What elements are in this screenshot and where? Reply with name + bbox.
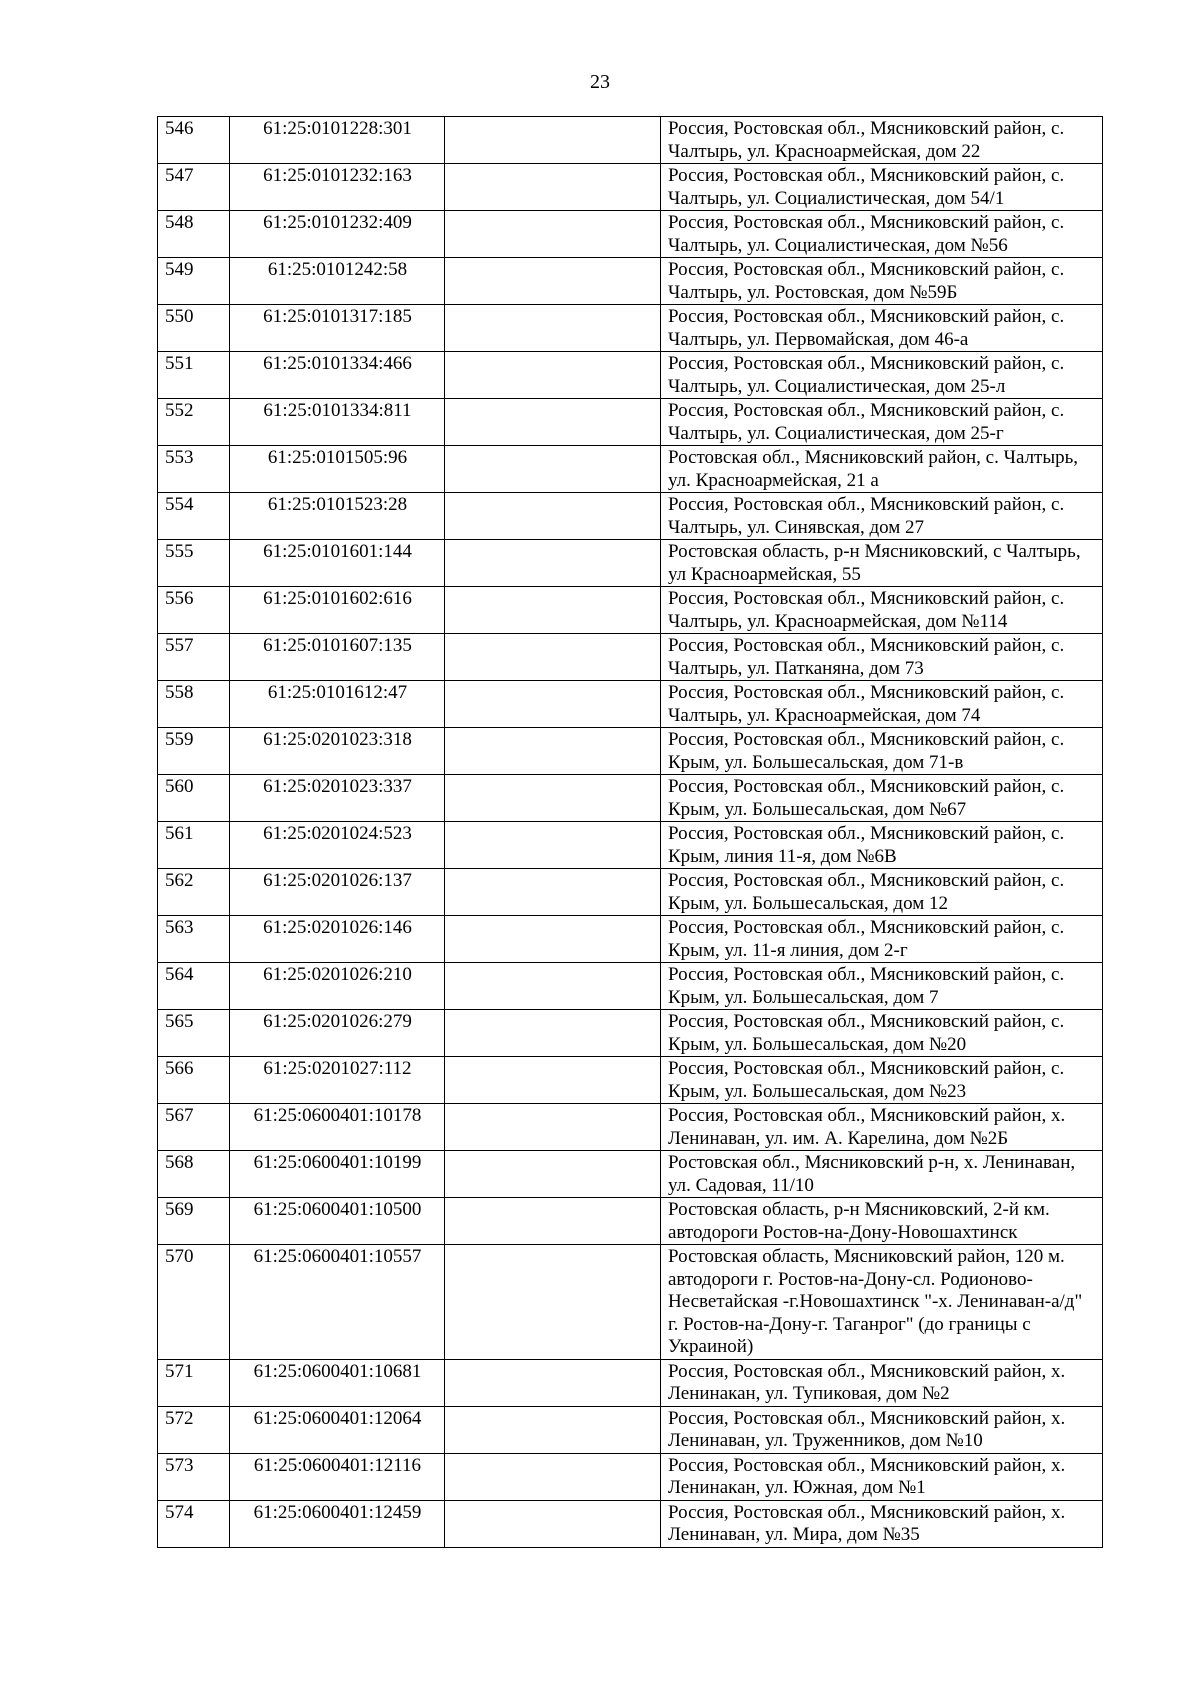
empty-cell	[445, 1151, 661, 1198]
cadastral-number-cell: 61:25:0101228:301	[230, 117, 445, 164]
empty-cell	[445, 117, 661, 164]
row-number-cell: 573	[158, 1453, 230, 1500]
table-row	[158, 869, 1103, 916]
row-number-cell: 569	[158, 1198, 230, 1245]
table-row	[158, 352, 1103, 399]
empty-cell	[445, 352, 661, 399]
empty-cell	[445, 211, 661, 258]
address-cell: Россия, Ростовская обл., Мясниковский район, х. Ленинакан, ул. Южная, дом №1	[661, 1453, 1103, 1500]
row-number-cell: 547	[158, 164, 230, 211]
cadastral-number-cell: 61:25:0600401:12459	[230, 1500, 445, 1547]
empty-cell	[445, 164, 661, 211]
row-number-cell: 555	[158, 540, 230, 587]
empty-cell	[445, 869, 661, 916]
table-row	[158, 775, 1103, 822]
cadastral-number-cell: 61:25:0600401:12116	[230, 1453, 445, 1500]
address-cell: Ростовская область, Мясниковский район, 120 м. автодороги г. Ростов-на-Дону-сл. Родионово-Несветайская -г.Новошахтинск "-х. Ленинаван-а/д" г. Ростов-на-Дону-г. Таганрог" (до границы с Украиной)	[661, 1245, 1103, 1360]
address-cell: Россия, Ростовская обл., Мясниковский район, с. Чалтырь, ул. Социалистическая, дом 25-л	[661, 352, 1103, 399]
address-cell: Россия, Ростовская обл., Мясниковский район, с. Крым, линия 11-я, дом №6В	[661, 822, 1103, 869]
address-cell: Россия, Ростовская обл., Мясниковский район, с. Чалтырь, ул. Красноармейская, дом 22	[661, 117, 1103, 164]
address-cell: Россия, Ростовская обл., Мясниковский район, х. Ленинаван, ул. Мира, дом №35	[661, 1500, 1103, 1547]
table-row	[158, 211, 1103, 258]
table-row	[158, 1245, 1103, 1360]
empty-cell	[445, 399, 661, 446]
row-number-cell: 566	[158, 1057, 230, 1104]
row-number-cell: 554	[158, 493, 230, 540]
row-number-cell: 558	[158, 681, 230, 728]
row-number-cell: 551	[158, 352, 230, 399]
cadastral-number-cell: 61:25:0101602:616	[230, 587, 445, 634]
table-row	[158, 1359, 1103, 1406]
table-row	[158, 634, 1103, 681]
row-number-cell: 560	[158, 775, 230, 822]
cadastral-number-cell: 61:25:0101523:28	[230, 493, 445, 540]
address-cell: Россия, Ростовская обл., Мясниковский район, с. Чалтырь, ул. Красноармейская, дом №114	[661, 587, 1103, 634]
cadastral-number-cell: 61:25:0600401:10199	[230, 1151, 445, 1198]
row-number-cell: 570	[158, 1245, 230, 1360]
cadastral-number-cell: 61:25:0101334:811	[230, 399, 445, 446]
table-row	[158, 493, 1103, 540]
table-row	[158, 1010, 1103, 1057]
table-row	[158, 1406, 1103, 1453]
table-row	[158, 258, 1103, 305]
address-cell: Россия, Ростовская обл., Мясниковский район, с. Чалтырь, ул. Социалистическая, дом 25-г	[661, 399, 1103, 446]
address-cell: Россия, Ростовская обл., Мясниковский район, с. Чалтырь, ул. Синявская, дом 27	[661, 493, 1103, 540]
address-cell: Ростовская область, р-н Мясниковский, с Чалтырь, ул Красноармейская, 55	[661, 540, 1103, 587]
row-number-cell: 564	[158, 963, 230, 1010]
table-row	[158, 1453, 1103, 1500]
empty-cell	[445, 446, 661, 493]
address-cell: Россия, Ростовская обл., Мясниковский район, с. Крым, ул. Большесальская, дом №23	[661, 1057, 1103, 1104]
row-number-cell: 549	[158, 258, 230, 305]
row-number-cell: 556	[158, 587, 230, 634]
table-row	[158, 1198, 1103, 1245]
row-number-cell: 568	[158, 1151, 230, 1198]
registry-table	[157, 116, 1103, 1548]
cadastral-number-cell: 61:25:0201026:279	[230, 1010, 445, 1057]
table-row	[158, 681, 1103, 728]
table-row	[158, 540, 1103, 587]
row-number-cell: 561	[158, 822, 230, 869]
empty-cell	[445, 775, 661, 822]
address-cell: Россия, Ростовская обл., Мясниковский район, с. Чалтырь, ул. Первомайская, дом 46-а	[661, 305, 1103, 352]
table-row	[158, 164, 1103, 211]
address-cell: Ростовская обл., Мясниковский район, с. Чалтырь, ул. Красноармейская, 21 а	[661, 446, 1103, 493]
cadastral-number-cell: 61:25:0101242:58	[230, 258, 445, 305]
address-cell: Россия, Ростовская обл., Мясниковский район, с. Чалтырь, ул. Ростовская, дом №59Б	[661, 258, 1103, 305]
row-number-cell: 563	[158, 916, 230, 963]
table-row	[158, 117, 1103, 164]
row-number-cell: 572	[158, 1406, 230, 1453]
address-cell: Россия, Ростовская обл., Мясниковский район, с. Крым, ул. Большесальская, дом №20	[661, 1010, 1103, 1057]
address-cell: Россия, Ростовская обл., Мясниковский район, с. Крым, ул. Большесальская, дом 71-в	[661, 728, 1103, 775]
address-cell: Россия, Ростовская обл., Мясниковский район, с. Чалтырь, ул. Социалистическая, дом №56	[661, 211, 1103, 258]
empty-cell	[445, 634, 661, 681]
empty-cell	[445, 916, 661, 963]
table-row	[158, 1151, 1103, 1198]
cadastral-number-cell: 61:25:0101232:163	[230, 164, 445, 211]
empty-cell	[445, 728, 661, 775]
empty-cell	[445, 540, 661, 587]
row-number-cell: 552	[158, 399, 230, 446]
table-row	[158, 822, 1103, 869]
cadastral-number-cell: 61:25:0201026:137	[230, 869, 445, 916]
address-cell: Ростовская область, р-н Мясниковский, 2-й км. автодороги Ростов-на-Дону-Новошахтинск	[661, 1198, 1103, 1245]
cadastral-number-cell: 61:25:0101232:409	[230, 211, 445, 258]
registry-table-body	[158, 117, 1103, 1548]
table-row	[158, 446, 1103, 493]
empty-cell	[445, 1245, 661, 1360]
table-row	[158, 963, 1103, 1010]
empty-cell	[445, 258, 661, 305]
table-row	[158, 587, 1103, 634]
cadastral-number-cell: 61:25:0201026:146	[230, 916, 445, 963]
empty-cell	[445, 1010, 661, 1057]
table-row	[158, 305, 1103, 352]
empty-cell	[445, 1500, 661, 1547]
table-row	[158, 1057, 1103, 1104]
table-row	[158, 728, 1103, 775]
address-cell: Ростовская обл., Мясниковский р-н, х. Ленинаван, ул. Садовая, 11/10	[661, 1151, 1103, 1198]
address-cell: Россия, Ростовская обл., Мясниковский район, с. Крым, ул. Большесальская, дом 7	[661, 963, 1103, 1010]
empty-cell	[445, 1198, 661, 1245]
table-row	[158, 1104, 1103, 1151]
row-number-cell: 546	[158, 117, 230, 164]
page-number: 23	[590, 71, 610, 93]
row-number-cell: 574	[158, 1500, 230, 1547]
empty-cell	[445, 1359, 661, 1406]
row-number-cell: 571	[158, 1359, 230, 1406]
row-number-cell: 550	[158, 305, 230, 352]
empty-cell	[445, 822, 661, 869]
empty-cell	[445, 681, 661, 728]
empty-cell	[445, 493, 661, 540]
row-number-cell: 567	[158, 1104, 230, 1151]
cadastral-number-cell: 61:25:0101334:466	[230, 352, 445, 399]
row-number-cell: 559	[158, 728, 230, 775]
cadastral-number-cell: 61:25:0101505:96	[230, 446, 445, 493]
empty-cell	[445, 587, 661, 634]
cadastral-number-cell: 61:25:0101601:144	[230, 540, 445, 587]
cadastral-number-cell: 61:25:0600401:10557	[230, 1245, 445, 1360]
cadastral-number-cell: 61:25:0201026:210	[230, 963, 445, 1010]
table-row	[158, 1500, 1103, 1547]
empty-cell	[445, 1057, 661, 1104]
cadastral-number-cell: 61:25:0101317:185	[230, 305, 445, 352]
row-number-cell: 562	[158, 869, 230, 916]
address-cell: Россия, Ростовская обл., Мясниковский район, с. Крым, ул. Большесальская, дом №67	[661, 775, 1103, 822]
row-number-cell: 553	[158, 446, 230, 493]
empty-cell	[445, 963, 661, 1010]
table-row	[158, 399, 1103, 446]
address-cell: Россия, Ростовская обл., Мясниковский район, с. Чалтырь, ул. Патканяна, дом 73	[661, 634, 1103, 681]
address-cell: Россия, Ростовская обл., Мясниковский район, х. Ленинаван, ул. им. А. Карелина, дом №2Б	[661, 1104, 1103, 1151]
address-cell: Россия, Ростовская обл., Мясниковский район, х. Ленинакан, ул. Тупиковая, дом №2	[661, 1359, 1103, 1406]
empty-cell	[445, 305, 661, 352]
table-row	[158, 916, 1103, 963]
empty-cell	[445, 1104, 661, 1151]
cadastral-number-cell: 61:25:0201023:318	[230, 728, 445, 775]
row-number-cell: 565	[158, 1010, 230, 1057]
cadastral-number-cell: 61:25:0600401:10500	[230, 1198, 445, 1245]
cadastral-number-cell: 61:25:0101607:135	[230, 634, 445, 681]
address-cell: Россия, Ростовская обл., Мясниковский район, с. Крым, ул. 11-я линия, дом 2-г	[661, 916, 1103, 963]
empty-cell	[445, 1406, 661, 1453]
cadastral-number-cell: 61:25:0600401:12064	[230, 1406, 445, 1453]
empty-cell	[445, 1453, 661, 1500]
cadastral-number-cell: 61:25:0101612:47	[230, 681, 445, 728]
row-number-cell: 548	[158, 211, 230, 258]
cadastral-number-cell: 61:25:0201027:112	[230, 1057, 445, 1104]
address-cell: Россия, Ростовская обл., Мясниковский район, с. Чалтырь, ул. Социалистическая, дом 54/1	[661, 164, 1103, 211]
address-cell: Россия, Ростовская обл., Мясниковский район, с. Чалтырь, ул. Красноармейская, дом 74	[661, 681, 1103, 728]
cadastral-number-cell: 61:25:0600401:10178	[230, 1104, 445, 1151]
cadastral-number-cell: 61:25:0600401:10681	[230, 1359, 445, 1406]
cadastral-number-cell: 61:25:0201024:523	[230, 822, 445, 869]
address-cell: Россия, Ростовская обл., Мясниковский район, х. Ленинаван, ул. Труженников, дом №10	[661, 1406, 1103, 1453]
cadastral-number-cell: 61:25:0201023:337	[230, 775, 445, 822]
address-cell: Россия, Ростовская обл., Мясниковский район, с. Крым, ул. Большесальская, дом 12	[661, 869, 1103, 916]
row-number-cell: 557	[158, 634, 230, 681]
